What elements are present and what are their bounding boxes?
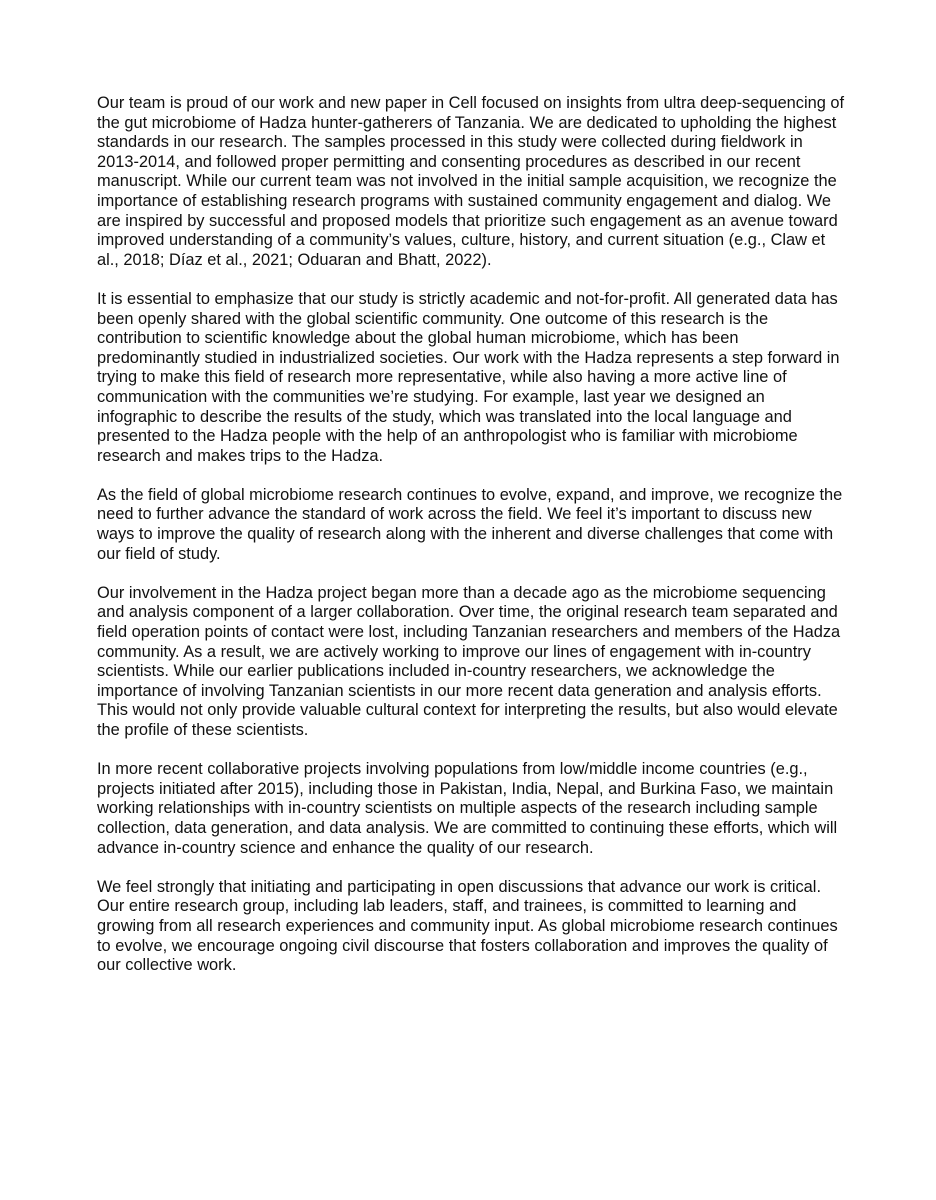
statement-document (97, 94, 845, 995)
paragraph-team-pride: Our team is proud of our work and new paper in Cell focused on insights from ultra deep-sequencing of the gut microbiome of Hadza hunter-gatherers of Tanzania. We are dedicated to upholding the highest standards in our research. The samples processed in this study were collected during fieldwork in 2013-2014, and followed proper permitting and consenting procedures as described in our recent manuscript. While our current team was not involved in the initial sample acquisition, we recognize the importance of establishing research programs with sustained community engagement and dialog. We are inspired by successful and proposed models that prioritize such engagement as an avenue toward improved understanding of a community’s values, culture, history, and current situation (e.g., Claw et al., 2018; Díaz et al., 2021; Oduaran and Bhatt, 2022). (97, 94, 845, 269)
paragraph-hadza-involvement: Our involvement in the Hadza project began more than a decade ago as the microbiome sequencing and analysis component of a larger collaboration. Over time, the original research team separated and field operation points of contact were lost, including Tanzanian researchers and members of the Hadza community. As a result, we are actively working to improve our lines of engagement with in-country scientists. While our earlier publications included in-country researchers, we acknowledge the importance of involving Tanzanian scientists in our more recent data generation and analysis efforts. This would not only provide valuable cultural context for interpreting the results, but also would elevate the profile of these scientists. (97, 583, 841, 739)
paragraph-recent-collaborations: In more recent collaborative projects involving populations from low/middle income countries (e.g., projects initiated after 2015), including those in Pakistan, India, Nepal, and Burkina Faso, we maintain working relationships with in-country scientists on multiple aspects of the research including sample collection, data generation, and data analysis. We are committed to continuing these efforts, which will advance in-country science and enhance the quality of our research. (97, 760, 838, 857)
paragraph-advance-standards: As the field of global microbiome research continues to evolve, expand, and improve, we recognize the need to further advance the standard of work across the field. We feel it’s important to discuss new ways to improve the quality of research along with the inherent and diverse challenges that come with our field of study. (97, 485, 843, 563)
paragraph-academic-nonprofit: It is essential to emphasize that our study is strictly academic and not-for-profit. All generated data has been openly shared with the global scientific community. One outcome of this research is the contribution to scientific knowledge about the global human microbiome, which has been predominantly studied in industrialized societies. Our work with the Hadza represents a step forward in trying to make this field of research more representative, while also having a more active line of communication with the communities we’re studying. For example, last year we designed an infographic to describe the results of the study, which was translated into the local language and presented to the Hadza people with the help of an anthropologist who is familiar with microbiome research and makes trips to the Hadza. (97, 289, 840, 465)
paragraph-open-discussion: We feel strongly that initiating and participating in open discussions that advance our work is critical. Our entire research group, including lab leaders, staff, and trainees, is committed to learning and growing from all research experiences and community input. As global microbiome research continues to evolve, we encourage ongoing civil discourse that fosters collaboration and improves the quality of our collective work. (97, 877, 838, 975)
